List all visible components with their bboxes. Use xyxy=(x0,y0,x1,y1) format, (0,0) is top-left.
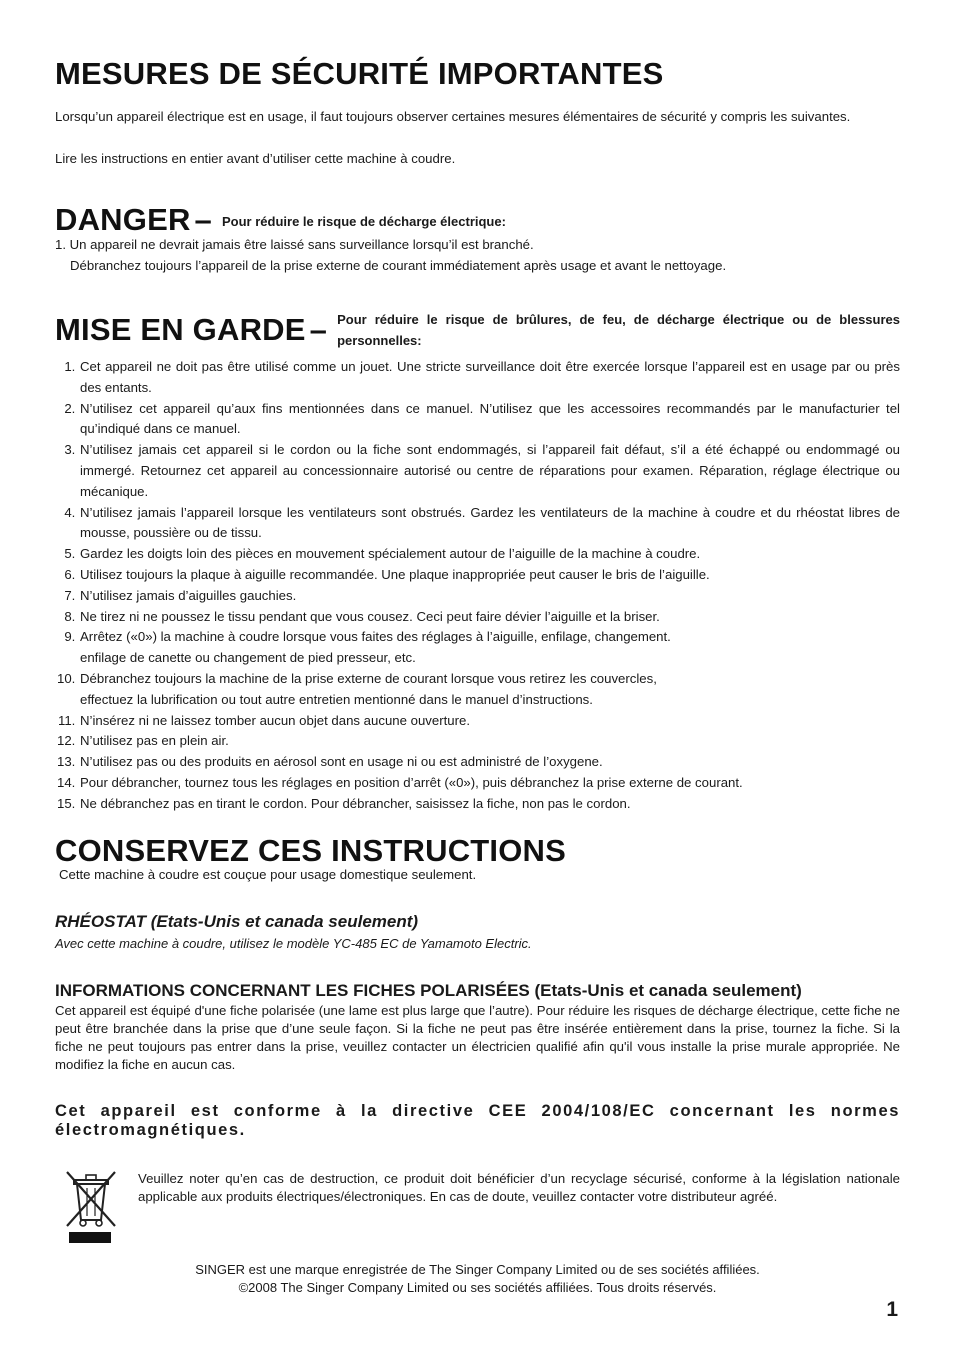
warning-item-line: N’utilisez jamais d’aiguilles gauchies. xyxy=(80,587,297,603)
warning-item-line: N’utilisez pas ou des produits en aérosol sont en usage ni ou est administré de l’oxygene. xyxy=(80,754,603,770)
warning-item-number: 10. xyxy=(57,670,79,686)
warning-item xyxy=(55,440,900,502)
warning-item-line: N’utilisez cet appareil qu’aux fins mentionnées dans ce manuel. N’utilisez que les accessoires recommandés par le manufacturier tel qu’indiqué dans ce manuel. xyxy=(80,400,900,437)
weee-crossed-bin-icon xyxy=(65,1170,117,1244)
warning-item-line: N’utilisez jamais l’appareil lorsque les ventilateurs sont obstrués. Gardez les ventilateurs de la machine à coudre et du rhéostat libres de mousse, poussière ou de tissu. xyxy=(80,504,900,541)
warning-item-text xyxy=(79,357,900,399)
polarized-title: INFORMATIONS CONCERNANT LES FICHES POLARISÉES (Etats-Unis et canada seulement) xyxy=(55,981,802,1000)
warning-item xyxy=(55,711,900,732)
warning-item-text xyxy=(79,731,900,752)
warning-item-line: Gardez les doigts loin des pièces en mouvement spécialement autour de l’aiguille de la machine à coudre. xyxy=(80,546,701,562)
warning-item xyxy=(55,565,900,586)
warning-item xyxy=(55,752,900,773)
warning-item-text xyxy=(79,711,900,732)
danger-title: DANGER xyxy=(55,202,191,237)
warning-item-text xyxy=(79,503,900,545)
warning-item-number: 2. xyxy=(64,400,79,416)
warning-item-line: Ne débranchez pas en tirant le cordon. Pour débrancher, saisissez la fiche, non pas le cordon. xyxy=(80,795,631,811)
warning-item-text xyxy=(79,627,900,669)
warning-item-number: 6. xyxy=(64,566,79,582)
directive-text: Cet appareil est conforme à la directive CEE 2004/108/EC concernant les normes électromagnétiques. xyxy=(55,1102,900,1139)
warning-item-line: Arrêtez («0») la machine à coudre lorsque vous faites des réglages à l’aiguille, enfilage, changement. xyxy=(80,629,671,645)
warning-item-text xyxy=(79,565,900,586)
warning-item-text xyxy=(79,440,900,502)
warning-item-text xyxy=(79,752,900,773)
warning-item xyxy=(55,627,900,669)
warning-item-number: 14. xyxy=(57,774,79,790)
rheostat-title: RHÉOSTAT (Etats-Unis et canada seulement) xyxy=(55,912,419,931)
danger-header xyxy=(55,204,506,235)
warning-item xyxy=(55,503,900,545)
warning-item-text xyxy=(79,773,900,794)
warning-item-line: Cet appareil ne doit pas être utilisé comme un jouet. Une stricte surveillance doit être exercée lorsque l’appareil est en usage par ou près des entants. xyxy=(80,359,900,395)
warning-item-number: 11. xyxy=(57,712,79,728)
warning-item-text xyxy=(79,607,900,628)
warning-item xyxy=(55,607,900,628)
safety-intro-2: Lire les instructions en entier avant d’utiliser cette machine à coudre. xyxy=(55,151,456,166)
safety-title: MESURES DE SÉCURITÉ IMPORTANTES xyxy=(55,56,664,91)
warning-item xyxy=(55,399,900,441)
footer-copyright: ©2008 The Singer Company Limited ou ses sociétés affiliées. Tous droits réservés. xyxy=(238,1280,717,1295)
page-number: 1 xyxy=(886,1298,898,1321)
warning-item-text xyxy=(79,794,900,815)
warning-item-number: 1. xyxy=(64,359,79,374)
warning-item xyxy=(55,731,900,752)
warning-item-number: 13. xyxy=(57,754,79,770)
danger-item-1-continued: Débranchez toujours l’appareil de la prise externe de courant immédiatement après usage et avant le nettoyage. xyxy=(70,258,727,273)
warning-item-number: 8. xyxy=(64,608,79,624)
warning-item-text xyxy=(79,544,900,565)
recycle-text: Veuillez noter qu’en cas de destruction, ce produit doit bénéficier d’un recyclage sécurisé, conforme à la législation nationale applicable aux produits électriques/électroniques. En cas de doute, veuillez contacter votre distributeur agréé. xyxy=(138,1171,900,1204)
warning-item-number: 7. xyxy=(64,587,79,603)
polarized-text: Cet appareil est équipé d'une fiche polarisée (une lame est plus large que l’autre). Pour réduire les risques de décharge électrique, cette fiche ne peut être branchée dans la prise que d’une seule façon. Si la fiche ne peut pas être insérée entièrement dans la prise, tournez la fiche. Si la fiche ne peut toujours pas entrer dans la prise, veuillez contacter un électricien qualifié afin qu'il vous installe la prise murale appropriée. Ne modifiez la fiche en aucun cas. xyxy=(55,1003,900,1072)
warning-item-line: N’insérez ni ne laissez tomber aucun objet dans aucune ouverture. xyxy=(80,712,470,728)
warning-item-number: 3. xyxy=(64,442,79,458)
warning-item-number: 4. xyxy=(64,504,79,520)
warning-item-line: effectuez la lubrification ou tout autre entretien mentionné dans le manuel d’instructions. xyxy=(80,691,593,707)
warning-item xyxy=(55,773,900,794)
warning-item-line: N’utilisez pas en plein air. xyxy=(80,733,229,749)
warning-item-line: Débranchez toujours la machine de la prise externe de courant lorsque vous retirez les couvercles, xyxy=(80,670,657,686)
keep-title: CONSERVEZ CES INSTRUCTIONS xyxy=(55,833,567,868)
warning-item-number: 15. xyxy=(57,795,79,811)
warning-subtitle: Pour réduire le risque de brûlures, de feu, de décharge électrique ou de blessures personnelles: xyxy=(337,312,900,348)
warning-item-line: Pour débrancher, tournez tous les réglages en position d’arrêt («0»), puis débranchez la prise externe de courant. xyxy=(80,774,743,790)
warning-title: MISE EN GARDE xyxy=(55,312,306,347)
warning-item xyxy=(55,357,900,399)
warning-item-number: 5. xyxy=(64,546,79,562)
warning-item-text xyxy=(79,586,900,607)
warning-list xyxy=(55,357,900,815)
danger-dash: – xyxy=(194,202,212,237)
danger-subtitle: Pour réduire le risque de décharge électrique: xyxy=(222,214,506,229)
warning-item-line: enfilage de canette ou changement de pied presseur, etc. xyxy=(80,650,416,666)
footer-trademark: SINGER est une marque enregistrée de The Singer Company Limited ou de ses sociétés affiliées. xyxy=(195,1262,760,1277)
keep-text: Cette machine à coudre est couçue pour usage domestique seulement. xyxy=(59,867,477,882)
warning-item xyxy=(55,669,900,711)
warning-item-number: 9. xyxy=(64,629,79,645)
danger-item-1: 1. Un appareil ne devrait jamais être laissé sans surveillance lorsqu’il est branché. xyxy=(55,237,534,252)
warning-item-line: Ne tirez ni ne poussez le tissu pendant que vous cousez. Ceci peut faire dévier l’aiguille et la briser. xyxy=(80,608,660,624)
warning-item xyxy=(55,794,900,815)
warning-item-text xyxy=(79,399,900,441)
warning-item xyxy=(55,544,900,565)
safety-intro: Lorsqu’un appareil électrique est en usage, il faut toujours observer certaines mesures élémentaires de sécurité y compris les suivantes. xyxy=(55,109,851,124)
warning-item xyxy=(55,586,900,607)
warning-dash: – xyxy=(309,312,328,347)
warning-item-line: N’utilisez jamais cet appareil si le cordon ou la fiche sont endommagés, si l’appareil fait défaut, s’il a été échappé ou endommagé ou immergé. Retournez cet appareil au concessionnaire autorisé ou centre de réparations pour examen. Réparation, réglage électrique ou mécanique. xyxy=(80,442,900,499)
warning-item-number: 12. xyxy=(57,733,79,749)
rheostat-text: Avec cette machine à coudre, utilisez le modèle YC-485 EC de Yamamoto Electric. xyxy=(55,936,532,951)
warning-item-text xyxy=(79,669,900,711)
warning-item-line: Utilisez toujours la plaque à aiguille recommandée. Une plaque inappropriée peut causer le bris de l’aiguille. xyxy=(80,566,710,582)
warning-header xyxy=(55,312,900,351)
